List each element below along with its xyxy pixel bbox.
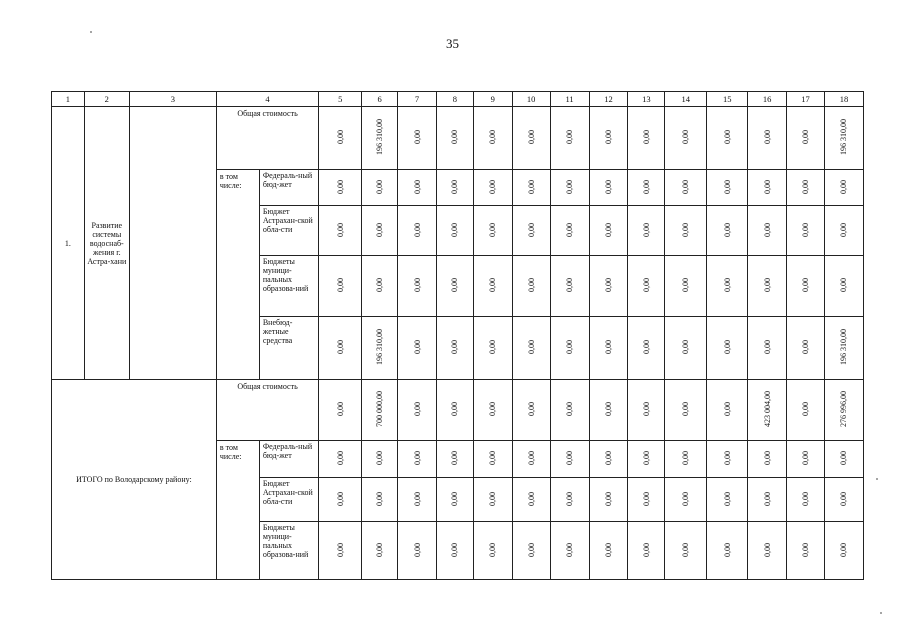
value-cell	[707, 522, 748, 580]
value-cell	[628, 441, 665, 478]
value-cell	[512, 441, 550, 478]
page-number: 35	[446, 36, 459, 51]
header-cell: 18	[824, 92, 863, 107]
header-cell: 11	[550, 92, 589, 107]
value-text: 0,00	[375, 451, 385, 465]
value-cell	[824, 206, 863, 256]
value-cell	[319, 206, 362, 256]
value-text: 0,00	[681, 222, 691, 237]
value-text: 0,00	[412, 491, 422, 506]
value-text: 0,00	[565, 491, 575, 506]
regional-budget-label: Бюджет Астрахан-ской обла-сти	[259, 206, 318, 256]
total-cost-label: Общая стоимость	[216, 380, 318, 441]
value-text: 0,00	[412, 340, 422, 354]
value-cell	[362, 170, 398, 206]
value-cell	[473, 478, 512, 522]
value-text: 0,00	[839, 222, 849, 237]
value-text: 0,00	[375, 491, 385, 506]
value-cell	[665, 522, 707, 580]
value-text: 0,00	[526, 451, 536, 465]
header-cell: 8	[436, 92, 473, 107]
header-cell: 3	[129, 92, 216, 107]
value-text: 0,00	[450, 402, 460, 416]
value-text: 0,00	[526, 222, 536, 237]
value-text: 0,00	[681, 179, 691, 194]
value-text: 0,00	[335, 222, 345, 237]
value-cell	[787, 107, 825, 170]
value-text: 0,00	[488, 340, 498, 354]
value-text: 0,00	[641, 340, 651, 354]
including-label: в том числе:	[216, 441, 259, 580]
value-text: 0,00	[526, 130, 536, 144]
value-text: 276 996,00	[839, 391, 849, 427]
including-label: в том числе:	[216, 170, 259, 380]
value-text: 0,00	[641, 402, 651, 416]
value-cell	[398, 522, 437, 580]
value-text: 0,00	[681, 451, 691, 465]
value-text: 0,00	[565, 130, 575, 144]
value-text: 0,00	[603, 179, 613, 194]
value-cell	[473, 522, 512, 580]
municipal-budget-label: Бюджеты муници-пальных образова-ний	[259, 522, 318, 580]
value-text: 0,00	[641, 179, 651, 194]
value-text: 0,00	[641, 491, 651, 506]
value-text: 0,00	[603, 222, 613, 237]
value-text: 0,00	[801, 340, 811, 354]
value-cell	[319, 107, 362, 170]
value-cell	[707, 317, 748, 380]
value-text: 0,00	[565, 451, 575, 465]
value-text: 0,00	[488, 491, 498, 506]
value-cell	[436, 380, 473, 441]
value-text: 0,00	[335, 340, 345, 354]
value-cell	[628, 380, 665, 441]
value-text: 0,00	[526, 340, 536, 354]
value-text: 0,00	[762, 278, 772, 292]
value-cell	[362, 256, 398, 317]
value-cell	[628, 256, 665, 317]
value-cell	[550, 170, 589, 206]
value-cell	[436, 107, 473, 170]
value-cell	[473, 317, 512, 380]
value-cell	[787, 256, 825, 317]
value-cell	[589, 522, 628, 580]
value-cell	[707, 380, 748, 441]
value-cell	[824, 380, 863, 441]
value-text: 0,00	[603, 278, 613, 292]
value-cell	[319, 522, 362, 580]
header-cell: 4	[216, 92, 318, 107]
value-text: 0,00	[839, 491, 849, 506]
value-text: 0,00	[488, 278, 498, 292]
value-cell	[665, 478, 707, 522]
value-cell	[436, 317, 473, 380]
value-cell	[748, 170, 787, 206]
value-text: 0,00	[565, 278, 575, 292]
value-text: 0,00	[801, 179, 811, 194]
value-text: 0,00	[762, 491, 772, 506]
value-cell	[748, 206, 787, 256]
value-text: 0,00	[565, 402, 575, 416]
value-cell	[589, 317, 628, 380]
value-text: 0,00	[412, 402, 422, 416]
value-text: 0,00	[526, 278, 536, 292]
value-cell	[748, 478, 787, 522]
value-text: 0,00	[450, 542, 460, 557]
header-row	[52, 92, 864, 107]
value-cell	[550, 206, 589, 256]
budget-table	[51, 91, 864, 580]
extrabudget-label: Внебюд-жетные средства	[259, 317, 318, 380]
value-cell	[512, 478, 550, 522]
value-cell	[512, 522, 550, 580]
value-text: 0,00	[488, 402, 498, 416]
value-text: 0,00	[801, 402, 811, 416]
value-cell	[473, 256, 512, 317]
value-cell	[824, 256, 863, 317]
value-cell	[319, 317, 362, 380]
value-cell	[707, 170, 748, 206]
header-cell: 6	[362, 92, 398, 107]
value-cell	[628, 206, 665, 256]
header-cell: 12	[589, 92, 628, 107]
value-text: 0,00	[839, 542, 849, 557]
header-cell: 14	[665, 92, 707, 107]
value-cell	[550, 522, 589, 580]
value-cell	[398, 107, 437, 170]
value-cell	[628, 522, 665, 580]
value-cell	[512, 107, 550, 170]
value-text: 0,00	[412, 451, 422, 465]
value-text: 0,00	[801, 222, 811, 237]
value-text: 0,00	[375, 278, 385, 292]
value-cell	[589, 107, 628, 170]
value-cell	[550, 256, 589, 317]
value-cell	[362, 317, 398, 380]
value-cell	[787, 478, 825, 522]
value-cell	[362, 380, 398, 441]
value-text: 0,00	[450, 278, 460, 292]
value-cell	[398, 380, 437, 441]
value-text: 196 310,00	[375, 119, 385, 155]
value-text: 0,00	[450, 130, 460, 144]
value-cell	[512, 170, 550, 206]
value-text: 0,00	[681, 130, 691, 144]
value-text: 0,00	[839, 451, 849, 465]
value-text: 0,00	[412, 130, 422, 144]
value-text: 0,00	[450, 491, 460, 506]
value-text: 0,00	[641, 451, 651, 465]
value-cell	[824, 478, 863, 522]
district-total-label: ИТОГО по Володарскому району:	[52, 380, 217, 580]
value-cell	[787, 206, 825, 256]
value-cell	[665, 170, 707, 206]
value-text: 0,00	[335, 179, 345, 194]
regional-budget-label: Бюджет Астрахан-ской обла-сти	[259, 478, 318, 522]
value-cell	[398, 206, 437, 256]
value-text: 0,00	[722, 451, 732, 465]
value-text: 0,00	[722, 278, 732, 292]
value-cell	[512, 256, 550, 317]
value-text: 0,00	[762, 451, 772, 465]
value-cell	[628, 170, 665, 206]
value-text: 0,00	[722, 130, 732, 144]
value-text: 0,00	[722, 402, 732, 416]
value-cell	[550, 107, 589, 170]
value-cell	[512, 380, 550, 441]
value-cell	[665, 206, 707, 256]
value-cell	[473, 441, 512, 478]
header-cell: 10	[512, 92, 550, 107]
value-cell	[824, 441, 863, 478]
value-text: 0,00	[526, 542, 536, 557]
federal-budget-label: Федераль-ный бюд-жет	[259, 170, 318, 206]
value-text: 0,00	[641, 222, 651, 237]
value-cell	[665, 256, 707, 317]
value-cell	[436, 441, 473, 478]
value-text: 0,00	[526, 179, 536, 194]
value-cell	[665, 441, 707, 478]
value-cell	[707, 441, 748, 478]
value-text: 0,00	[488, 542, 498, 557]
value-cell	[589, 170, 628, 206]
value-cell	[550, 478, 589, 522]
value-cell	[436, 522, 473, 580]
value-cell	[748, 256, 787, 317]
value-text: 0,00	[603, 542, 613, 557]
value-cell	[550, 317, 589, 380]
value-text: 0,00	[801, 451, 811, 465]
value-cell	[398, 256, 437, 317]
municipal-budget-label: Бюджеты муници-пальных образова-ний	[259, 256, 318, 317]
value-text: 0,00	[450, 451, 460, 465]
value-text: 0,00	[641, 278, 651, 292]
header-cell: 7	[398, 92, 437, 107]
value-cell	[398, 317, 437, 380]
value-cell	[589, 380, 628, 441]
value-text: 0,00	[375, 179, 385, 194]
value-text: 0,00	[412, 278, 422, 292]
value-text: 0,00	[488, 451, 498, 465]
value-cell	[628, 478, 665, 522]
value-text: 0,00	[488, 179, 498, 194]
value-text: 0,00	[681, 542, 691, 557]
value-cell	[473, 206, 512, 256]
value-text: 0,00	[722, 340, 732, 354]
header-cell: 5	[319, 92, 362, 107]
value-cell	[628, 317, 665, 380]
value-cell	[589, 206, 628, 256]
value-text: 0,00	[450, 340, 460, 354]
value-text: 196 310,00	[839, 329, 849, 365]
value-text: 0,00	[681, 491, 691, 506]
value-cell	[398, 170, 437, 206]
value-cell	[748, 317, 787, 380]
value-cell	[362, 522, 398, 580]
value-text: 0,00	[603, 340, 613, 354]
value-text: 0,00	[603, 491, 613, 506]
value-text: 0,00	[335, 402, 345, 416]
value-text: 0,00	[762, 130, 772, 144]
value-cell	[787, 522, 825, 580]
value-cell	[665, 317, 707, 380]
value-cell	[362, 107, 398, 170]
value-text: 0,00	[335, 278, 345, 292]
district-total-row	[52, 380, 864, 441]
value-cell	[824, 107, 863, 170]
value-cell	[589, 256, 628, 317]
value-text: 0,00	[762, 542, 772, 557]
value-cell	[707, 478, 748, 522]
value-cell	[512, 317, 550, 380]
value-cell	[665, 107, 707, 170]
value-text: 0,00	[335, 542, 345, 557]
value-text: 0,00	[641, 542, 651, 557]
value-text: 0,00	[412, 179, 422, 194]
value-cell	[787, 441, 825, 478]
value-text: 196 310,00	[839, 119, 849, 155]
value-cell	[473, 380, 512, 441]
value-cell	[473, 107, 512, 170]
header-cell: 16	[748, 92, 787, 107]
value-text: 0,00	[603, 130, 613, 144]
value-text: 0,00	[681, 278, 691, 292]
value-cell	[319, 441, 362, 478]
value-cell	[473, 170, 512, 206]
value-cell	[319, 478, 362, 522]
value-cell	[707, 256, 748, 317]
value-text: 0,00	[762, 340, 772, 354]
value-text: 0,00	[335, 451, 345, 465]
value-text: 0,00	[722, 222, 732, 237]
value-cell	[319, 256, 362, 317]
value-cell	[436, 170, 473, 206]
value-text: 0,00	[641, 130, 651, 144]
header-cell: 15	[707, 92, 748, 107]
value-text: 0,00	[488, 222, 498, 237]
header-cell: 9	[473, 92, 512, 107]
header-cell: 1	[52, 92, 85, 107]
value-cell	[628, 107, 665, 170]
value-cell	[748, 380, 787, 441]
value-text: 0,00	[450, 179, 460, 194]
value-text: 0,00	[762, 179, 772, 194]
measure-name: Развитие системы водоснаб-жения г. Астра-хани	[84, 107, 129, 380]
scan-speck	[90, 31, 92, 33]
value-text: 0,00	[839, 278, 849, 292]
value-text: 0,00	[681, 402, 691, 416]
value-cell	[787, 317, 825, 380]
value-cell	[824, 170, 863, 206]
header-cell: 2	[84, 92, 129, 107]
value-cell	[436, 478, 473, 522]
value-text: 0,00	[681, 340, 691, 354]
value-text: 0,00	[801, 542, 811, 557]
value-text: 0,00	[801, 278, 811, 292]
value-text: 0,00	[801, 130, 811, 144]
value-cell	[748, 107, 787, 170]
value-text: 0,00	[603, 451, 613, 465]
value-text: 0,00	[450, 222, 460, 237]
value-cell	[398, 478, 437, 522]
value-text: 0,00	[722, 542, 732, 557]
value-cell	[589, 478, 628, 522]
value-cell	[436, 256, 473, 317]
value-cell	[707, 206, 748, 256]
value-cell	[550, 380, 589, 441]
scan-speck	[880, 612, 882, 614]
column-3-cell	[129, 107, 216, 380]
value-text: 0,00	[526, 402, 536, 416]
value-cell	[550, 441, 589, 478]
value-text: 0,00	[412, 542, 422, 557]
value-text: 423 004,00	[762, 391, 772, 427]
value-cell	[748, 522, 787, 580]
value-cell	[319, 170, 362, 206]
value-cell	[589, 441, 628, 478]
value-text: 0,00	[603, 402, 613, 416]
value-text: 700 000,00	[375, 391, 385, 427]
value-text: 0,00	[335, 491, 345, 506]
value-text: 0,00	[335, 130, 345, 144]
value-text: 0,00	[375, 542, 385, 557]
value-text: 0,00	[722, 179, 732, 194]
value-cell	[512, 206, 550, 256]
row-number: 1.	[52, 107, 85, 380]
federal-budget-label: Федераль-ный бюд-жет	[259, 441, 318, 478]
value-cell	[362, 441, 398, 478]
value-text: 0,00	[375, 222, 385, 237]
value-text: 0,00	[722, 491, 732, 506]
value-text: 0,00	[839, 179, 849, 194]
value-cell	[824, 317, 863, 380]
value-text: 0,00	[565, 542, 575, 557]
value-text: 0,00	[565, 340, 575, 354]
value-cell	[707, 107, 748, 170]
value-cell	[787, 380, 825, 441]
value-text: 0,00	[565, 222, 575, 237]
value-text: 0,00	[801, 491, 811, 506]
value-cell	[398, 441, 437, 478]
value-cell	[748, 441, 787, 478]
value-text: 196 310,00	[375, 329, 385, 365]
header-cell: 17	[787, 92, 825, 107]
value-text: 0,00	[762, 222, 772, 237]
value-cell	[787, 170, 825, 206]
value-text: 0,00	[565, 179, 575, 194]
value-text: 0,00	[488, 130, 498, 144]
value-cell	[824, 522, 863, 580]
value-text: 0,00	[412, 222, 422, 237]
value-cell	[362, 478, 398, 522]
total-cost-label: Общая стоимость	[216, 107, 318, 170]
value-cell	[362, 206, 398, 256]
value-text: 0,00	[526, 491, 536, 506]
scan-speck	[876, 478, 878, 480]
value-cell	[665, 380, 707, 441]
value-cell	[319, 380, 362, 441]
header-cell: 13	[628, 92, 665, 107]
section1-total-row	[52, 107, 864, 170]
value-cell	[436, 206, 473, 256]
